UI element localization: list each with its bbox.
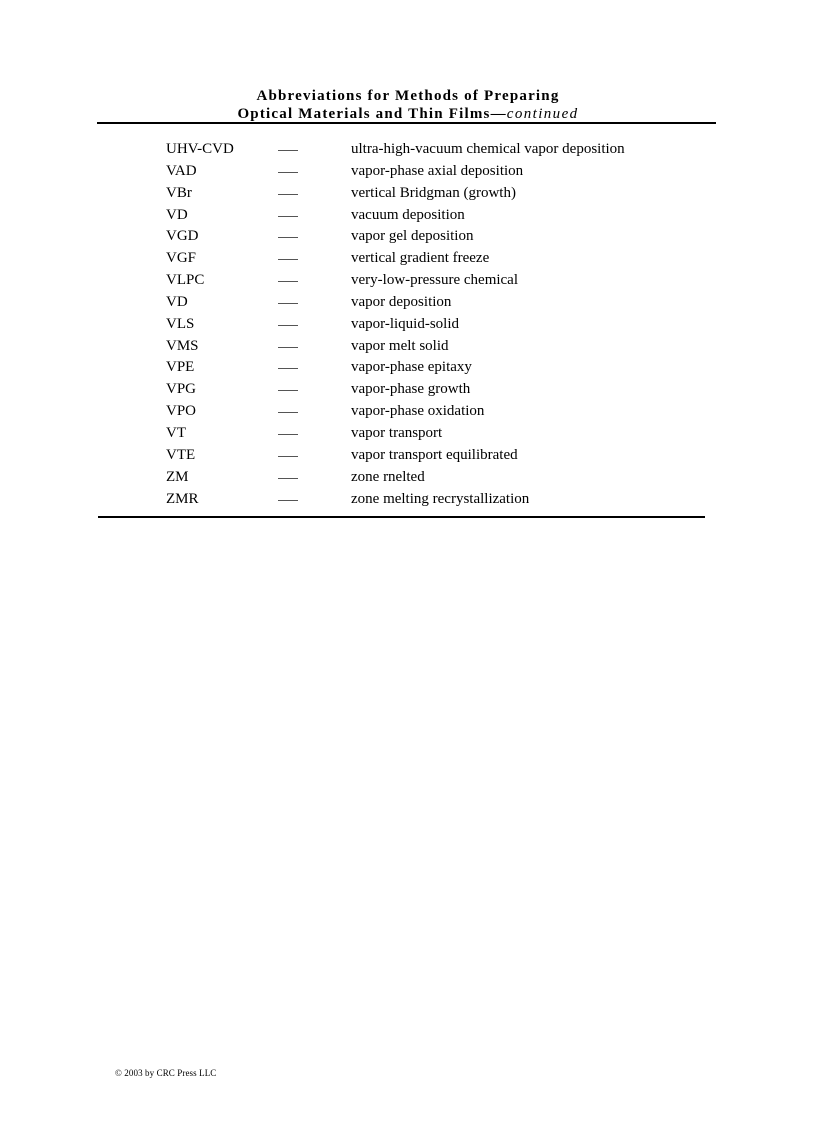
- list-item: [0, 270, 816, 292]
- list-item: [0, 292, 816, 314]
- abbreviation: VTE: [166, 446, 196, 463]
- abbreviation: VD: [166, 293, 188, 310]
- dash-separator: [278, 412, 298, 413]
- dash-separator: [278, 434, 298, 435]
- title-continued: continued: [506, 106, 579, 122]
- abbreviation: VPE: [166, 359, 195, 376]
- list-item: [0, 489, 816, 511]
- table-title: [0, 87, 816, 123]
- dash-separator: [278, 259, 298, 260]
- dash-separator: [278, 347, 298, 348]
- dash-separator: [278, 325, 298, 326]
- dash-separator: [278, 172, 298, 173]
- abbreviation: VBr: [166, 184, 192, 201]
- abbreviation: UHV-CVD: [166, 141, 234, 157]
- bottom-rule: [98, 516, 705, 518]
- dash-separator: [278, 216, 298, 217]
- meaning: vertical Bridgman (growth): [351, 184, 516, 201]
- abbreviation: VGD: [166, 228, 199, 245]
- meaning: vapor transport equilibrated: [351, 446, 518, 463]
- list-item: [0, 226, 816, 248]
- abbreviation: VLS: [166, 315, 195, 332]
- meaning: vacuum deposition: [351, 206, 465, 223]
- abbreviation: VGF: [166, 250, 197, 267]
- list-item: [0, 336, 816, 358]
- copyright-footer: © 2003 by CRC Press LLC: [115, 1068, 217, 1078]
- list-item: [0, 183, 816, 205]
- list-item: [0, 423, 816, 445]
- list-item: [0, 401, 816, 423]
- dash-separator: [278, 281, 298, 282]
- dash-separator: [278, 303, 298, 304]
- meaning: vapor transport: [351, 424, 443, 441]
- title-line-1: Abbreviations for Methods of Preparing: [256, 88, 560, 104]
- dash-separator: [278, 194, 298, 195]
- list-item: [0, 161, 816, 183]
- dash-separator: [278, 237, 298, 238]
- meaning: ultra-high-vacuum chemical vapor deposition: [351, 141, 625, 157]
- meaning: vapor melt solid: [351, 337, 449, 354]
- abbreviation: VMS: [166, 337, 199, 354]
- meaning: zone melting recrystallization: [351, 490, 530, 507]
- meaning: vapor gel deposition: [351, 228, 474, 245]
- title-separator: —: [490, 106, 507, 122]
- dash-separator: [278, 500, 298, 501]
- abbreviation: ZM: [166, 468, 189, 485]
- meaning: very-low-pressure chemical: [351, 272, 519, 289]
- abbreviation-list: [0, 139, 816, 510]
- abbreviation: ZMR: [166, 490, 199, 507]
- meaning: vapor-phase oxidation: [351, 403, 485, 420]
- dash-separator: [278, 150, 298, 151]
- meaning: vertical gradient freeze: [351, 250, 490, 267]
- meaning: vapor-liquid-solid: [351, 315, 460, 332]
- meaning: vapor-phase growth: [351, 381, 471, 398]
- dash-separator: [278, 368, 298, 369]
- dash-separator: [278, 478, 298, 479]
- abbreviation: VT: [166, 424, 186, 441]
- meaning: vapor-phase epitaxy: [351, 359, 472, 376]
- meaning: vapor-phase axial deposition: [351, 162, 524, 179]
- list-item: [0, 445, 816, 467]
- meaning: zone rnelted: [351, 468, 425, 485]
- list-item: [0, 314, 816, 336]
- list-item: [0, 248, 816, 270]
- list-item: [0, 139, 816, 161]
- dash-separator: [278, 390, 298, 391]
- title-line-2-main: Optical Materials and Thin Films: [237, 106, 491, 122]
- abbreviation: VPO: [166, 403, 197, 420]
- abbreviation: VD: [166, 206, 188, 223]
- abbreviation: VAD: [166, 162, 197, 179]
- abbreviation: VPG: [166, 381, 197, 398]
- list-item: [0, 357, 816, 379]
- list-item: [0, 467, 816, 489]
- list-item: [0, 379, 816, 401]
- title-line-2: [0, 105, 816, 123]
- abbreviation: VLPC: [166, 272, 205, 289]
- top-rule: [97, 122, 716, 124]
- dash-separator: [278, 456, 298, 457]
- meaning: vapor deposition: [351, 293, 452, 310]
- list-item: [0, 205, 816, 227]
